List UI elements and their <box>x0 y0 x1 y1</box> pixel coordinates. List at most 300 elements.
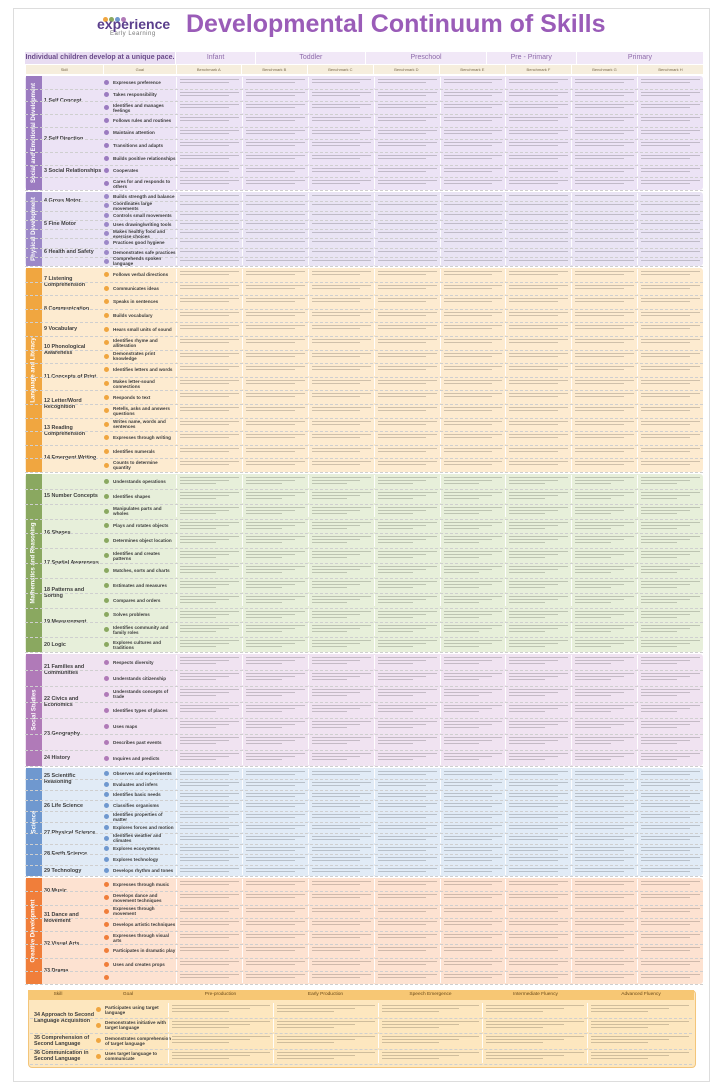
text-line <box>509 785 558 786</box>
benchmark-cell <box>176 249 242 256</box>
skill-name: 8 Communication <box>44 305 90 312</box>
benchmark-cell <box>242 812 308 821</box>
benchmark-row <box>176 780 703 789</box>
text-line <box>312 483 348 484</box>
goal-name <box>104 377 176 391</box>
benchmark-cell <box>242 446 308 458</box>
text-line <box>312 596 371 597</box>
text-line <box>180 646 216 647</box>
text-line <box>641 142 700 143</box>
text-line <box>312 183 361 184</box>
second-language-goal <box>96 1049 172 1065</box>
text-line <box>246 743 282 744</box>
text-line <box>575 640 634 641</box>
text-line <box>312 581 371 582</box>
text-line <box>378 596 437 597</box>
text-line <box>575 260 634 261</box>
text-line <box>378 657 437 658</box>
text-line <box>180 572 216 573</box>
text-line <box>246 353 305 354</box>
benchmark-cell <box>571 919 637 930</box>
benchmark-cell <box>374 609 440 622</box>
text-line <box>246 950 295 951</box>
text-line <box>575 828 624 829</box>
benchmark-cell <box>176 866 242 875</box>
text-line <box>641 461 700 462</box>
text-line <box>246 625 305 626</box>
text-line <box>509 897 558 898</box>
goal-name <box>104 114 176 127</box>
benchmark-cell <box>308 202 374 209</box>
text-line <box>180 180 239 181</box>
benchmark-cell <box>176 932 242 943</box>
text-line <box>575 424 624 425</box>
text-line <box>246 448 305 449</box>
text-line <box>641 584 690 585</box>
benchmark-cell <box>242 115 308 126</box>
text-line <box>509 695 545 696</box>
benchmark-cell <box>440 140 506 151</box>
text-line <box>444 964 493 965</box>
text-line <box>378 513 414 514</box>
text-line <box>444 539 493 540</box>
text-line <box>641 92 700 93</box>
goal-label: Identifies rhyme and alliteration <box>113 337 158 348</box>
text-line <box>312 643 361 644</box>
text-line <box>509 614 558 615</box>
benchmark-cell <box>505 959 571 970</box>
goal-name <box>104 865 176 876</box>
goal-name <box>104 548 176 563</box>
text-line <box>378 676 427 677</box>
text-line <box>444 301 493 302</box>
text-line <box>444 737 503 738</box>
text-line <box>444 711 480 712</box>
text-line <box>641 79 700 80</box>
benchmark-row <box>176 364 703 376</box>
text-line <box>509 448 568 449</box>
text-line <box>312 510 361 511</box>
benchmark-cell <box>176 919 242 930</box>
text-line <box>378 673 437 674</box>
benchmark-cell <box>308 296 374 308</box>
benchmark-cell <box>571 769 637 778</box>
text-line <box>509 631 545 632</box>
text-line <box>509 796 558 797</box>
goal-bullet-icon <box>104 494 109 499</box>
text-line <box>312 825 371 826</box>
goal-name <box>104 822 176 833</box>
text-line <box>641 947 700 948</box>
text-line <box>444 369 493 370</box>
goal-name <box>104 248 176 257</box>
text-line <box>575 934 634 935</box>
text-line <box>180 551 239 552</box>
benchmark-cell <box>176 505 242 518</box>
second-language-row <box>168 1050 692 1064</box>
goal-bullet-icon <box>104 194 109 199</box>
goal-name <box>104 257 176 266</box>
text-line <box>378 522 437 523</box>
text-line <box>180 366 239 367</box>
text-line <box>444 721 503 722</box>
text-line <box>509 483 545 484</box>
text-line <box>246 298 305 299</box>
text-line <box>509 711 545 712</box>
text-line <box>246 581 305 582</box>
benchmark-cell <box>374 115 440 126</box>
domain-label <box>26 76 42 190</box>
text-line <box>509 92 568 93</box>
goal-label: Explores ecosystems <box>113 846 160 852</box>
text-line <box>444 339 503 340</box>
text-line <box>312 120 361 121</box>
sl-col-advanced-fluency: Advanced Fluency <box>621 992 661 997</box>
text-line <box>180 301 229 302</box>
text-line <box>312 947 371 948</box>
text-line <box>509 410 558 411</box>
text-line <box>575 554 624 555</box>
text-line <box>172 1036 270 1037</box>
text-line <box>312 434 371 435</box>
text-line <box>444 480 493 481</box>
text-line <box>172 1052 270 1053</box>
text-line <box>180 82 229 83</box>
text-line <box>444 673 503 674</box>
text-line <box>575 204 634 205</box>
benchmark-cell <box>637 687 703 701</box>
text-line <box>641 312 700 313</box>
text-line <box>312 107 361 108</box>
benchmark-cell <box>242 249 308 256</box>
text-line <box>180 461 239 462</box>
text-line <box>509 828 558 829</box>
benchmark-cell <box>242 866 308 875</box>
benchmark-cell <box>176 972 242 983</box>
goal-bullet-icon <box>104 222 109 227</box>
benchmark-cell <box>176 879 242 890</box>
text-line <box>509 312 568 313</box>
benchmark-cell <box>505 230 571 237</box>
goal-bullet-icon <box>104 181 109 186</box>
text-line <box>575 448 634 449</box>
text-line <box>180 782 239 783</box>
goal-label: Observes and experiments <box>113 770 172 776</box>
text-line <box>277 1008 355 1009</box>
benchmark-cell <box>440 249 506 256</box>
text-line <box>444 133 493 134</box>
benchmark-cell <box>374 432 440 444</box>
text-line <box>378 581 437 582</box>
benchmark-cell <box>571 323 637 335</box>
benchmark-cell <box>308 549 374 562</box>
benchmark-cell <box>176 769 242 778</box>
benchmark-row <box>176 140 703 151</box>
goal-name <box>104 152 176 165</box>
benchmark-cell <box>505 391 571 403</box>
benchmark-cell <box>505 166 571 177</box>
text-line <box>180 204 239 205</box>
goal-name <box>104 905 176 918</box>
text-line <box>378 117 437 118</box>
benchmark-cell <box>308 687 374 701</box>
benchmark-cell <box>571 140 637 151</box>
benchmark-cell <box>571 283 637 295</box>
text-line <box>312 663 348 664</box>
benchmark-cell <box>505 221 571 228</box>
text-line <box>444 785 493 786</box>
text-line <box>509 241 568 242</box>
text-line <box>246 850 295 851</box>
text-line <box>575 510 624 511</box>
text-line <box>444 753 503 754</box>
benchmark-cell <box>176 655 242 669</box>
text-line <box>444 95 493 96</box>
benchmark-cell <box>637 490 703 503</box>
text-line <box>312 171 361 172</box>
text-line <box>509 921 568 922</box>
benchmark-cell <box>440 687 506 701</box>
benchmark-cell <box>308 221 374 228</box>
benchmark-cell <box>571 564 637 577</box>
text-line <box>312 692 361 693</box>
benchmark-cell <box>505 202 571 209</box>
text-line <box>444 142 503 143</box>
benchmark-cell <box>374 166 440 177</box>
text-line <box>246 771 305 772</box>
text-line <box>486 1055 564 1056</box>
text-line <box>246 536 305 537</box>
text-line <box>180 315 229 316</box>
text-line <box>246 407 305 408</box>
text-line <box>312 759 348 760</box>
text-line <box>575 315 624 316</box>
text-line <box>444 961 503 962</box>
benchmark-cell <box>505 751 571 765</box>
text-line <box>246 785 295 786</box>
text-line <box>444 921 503 922</box>
text-line <box>509 424 558 425</box>
text-line <box>180 961 239 962</box>
text-line <box>246 631 282 632</box>
text-line <box>180 673 239 674</box>
benchmark-cell <box>242 337 308 349</box>
text-line <box>509 663 545 664</box>
benchmark-cell <box>571 249 637 256</box>
text-line <box>378 961 437 962</box>
text-line <box>312 964 361 965</box>
goal-name <box>104 404 176 418</box>
text-line <box>246 569 295 570</box>
text-line <box>444 158 493 159</box>
text-line <box>378 705 437 706</box>
benchmark-row <box>176 879 703 890</box>
text-line <box>180 774 229 775</box>
text-line <box>509 911 558 912</box>
benchmark-cell <box>440 378 506 390</box>
skill-name: 9 Vocabulary <box>44 326 78 333</box>
benchmark-cell <box>176 102 242 113</box>
benchmark-cell <box>637 221 703 228</box>
text-line <box>641 897 690 898</box>
goal-bullet-icon <box>104 286 109 291</box>
text-line <box>378 631 414 632</box>
text-line <box>180 339 239 340</box>
benchmark-cell <box>308 791 374 800</box>
text-line <box>378 464 427 465</box>
text-line <box>180 676 229 677</box>
text-line <box>509 771 568 772</box>
benchmark-cell <box>637 751 703 765</box>
benchmark-cell <box>440 239 506 246</box>
text-line <box>641 366 700 367</box>
text-line <box>180 241 239 242</box>
benchmark-cell <box>176 239 242 246</box>
text-line <box>641 581 700 582</box>
text-line <box>246 676 295 677</box>
benchmark-cell <box>176 534 242 547</box>
goal-name <box>104 958 176 971</box>
text-line <box>575 759 611 760</box>
benchmark-cell <box>242 269 308 281</box>
text-line <box>575 145 624 146</box>
benchmark-cell <box>505 459 571 471</box>
text-line <box>378 554 427 555</box>
benchmark-cell <box>505 594 571 607</box>
benchmark-cell <box>505 249 571 256</box>
text-line <box>575 495 624 496</box>
benchmark-cell <box>374 490 440 503</box>
text-line <box>509 737 568 738</box>
text-line <box>444 342 493 343</box>
text-line <box>312 689 371 690</box>
text-line <box>444 897 493 898</box>
text-line <box>641 857 700 858</box>
text-line <box>378 204 437 205</box>
skill-name: 13 Reading Comprehension <box>44 425 86 438</box>
text-line <box>575 961 634 962</box>
benchmark-cell <box>440 178 506 189</box>
text-line <box>575 312 634 313</box>
text-line <box>378 483 414 484</box>
benchmark-row <box>176 283 703 295</box>
text-line <box>575 806 624 807</box>
goal-label: Uses maps <box>113 723 138 729</box>
text-line <box>509 142 568 143</box>
text-line <box>277 1039 355 1040</box>
text-line <box>246 339 305 340</box>
text-line <box>444 602 480 603</box>
text-line <box>312 536 371 537</box>
benchmark-cell <box>505 128 571 139</box>
text-line <box>509 759 545 760</box>
text-line <box>180 871 229 872</box>
text-line <box>575 79 634 80</box>
text-line <box>180 195 239 196</box>
benchmark-row <box>176 239 703 246</box>
benchmark-row <box>176 959 703 970</box>
benchmark-cell <box>440 490 506 503</box>
benchmark-cell <box>637 202 703 209</box>
text-line <box>509 793 568 794</box>
benchmark-row <box>176 549 703 562</box>
skill-name: 20 Logic <box>44 641 66 648</box>
benchmark-cell <box>374 769 440 778</box>
goal-name <box>104 101 176 114</box>
text-line <box>312 451 361 452</box>
benchmark-cell <box>374 791 440 800</box>
text-line <box>509 705 568 706</box>
benchmark-cell <box>637 405 703 417</box>
benchmark-cell <box>440 221 506 228</box>
text-line <box>246 142 305 143</box>
benchmark-cell <box>637 178 703 189</box>
text-line <box>509 602 545 603</box>
goal-label: Demonstrates initiative with target language <box>105 1020 167 1031</box>
goal-name <box>104 800 176 811</box>
text-line <box>591 1024 669 1025</box>
benchmark-cell <box>176 703 242 717</box>
text-line <box>312 974 371 975</box>
text-line <box>180 724 229 725</box>
text-line <box>312 950 361 951</box>
benchmark-cell <box>440 77 506 88</box>
goal-bullet-icon <box>104 782 109 787</box>
benchmark-cell <box>242 258 308 265</box>
text-line <box>575 676 624 677</box>
text-line <box>444 581 503 582</box>
benchmark-cell <box>374 855 440 864</box>
benchmark-cell <box>308 283 374 295</box>
text-line <box>444 587 480 588</box>
text-line <box>641 133 690 134</box>
benchmark-cell <box>571 102 637 113</box>
text-line <box>246 602 282 603</box>
text-line <box>444 657 503 658</box>
text-line <box>246 342 295 343</box>
text-line <box>312 339 371 340</box>
text-line <box>641 383 690 384</box>
benchmark-cell <box>440 90 506 101</box>
text-line <box>575 793 634 794</box>
text-line <box>312 566 371 567</box>
text-line <box>180 950 229 951</box>
benchmark-cell <box>176 945 242 956</box>
text-line <box>378 251 437 252</box>
benchmark-cell <box>374 638 440 651</box>
goal-name <box>104 878 176 891</box>
benchmark-cell <box>637 459 703 471</box>
text-line <box>444 79 503 80</box>
benchmark-cell <box>440 834 506 843</box>
text-line <box>575 525 624 526</box>
domain-label <box>26 268 42 472</box>
benchmark-cell <box>374 140 440 151</box>
text-line <box>444 380 503 381</box>
text-line <box>378 525 427 526</box>
benchmark-cell <box>242 153 308 164</box>
benchmark-cell <box>637 594 703 607</box>
text-line <box>246 145 295 146</box>
stage-header <box>25 52 703 64</box>
text-line <box>246 315 295 316</box>
text-line <box>378 756 427 757</box>
text-line <box>312 539 361 540</box>
benchmark-cell <box>176 855 242 864</box>
text-line <box>180 480 229 481</box>
text-line <box>444 312 503 313</box>
text-line <box>378 183 427 184</box>
